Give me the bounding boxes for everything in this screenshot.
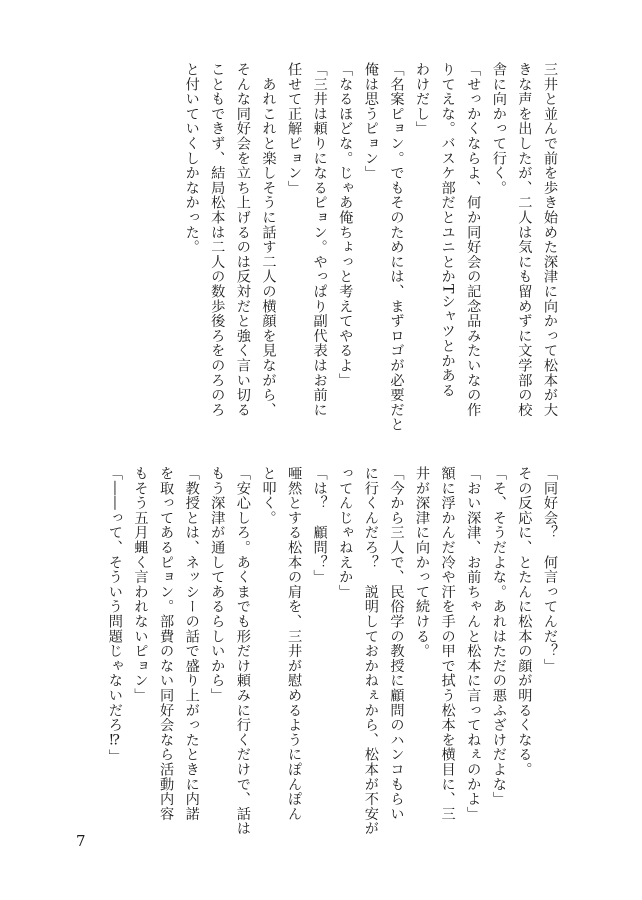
text-line: 「おい深津、お前ちゃんと松本に言ってねぇのかよ」: [465, 466, 482, 822]
text-line: その反応に、とたんに松本の顔が明るくなる。: [516, 466, 533, 777]
text-line: 「同好会？ 何言ってんだ？」: [542, 466, 558, 674]
text-line: 「は？ 顧問？」: [311, 466, 328, 585]
text-line: 「そ、そうだよな。あれはただの悪ふざけだよな」: [490, 466, 507, 807]
text-line: 任せて正解ピョン」: [286, 62, 303, 196]
text-line: そんな同好会を立ち上げるのは反対だと強く言い切る: [234, 62, 251, 418]
text-line: 俺は思うピョン」: [362, 62, 379, 181]
text-line: 「安心しろ。あくまでも形だけ頼みに行くだけで、話は: [234, 466, 251, 836]
text-line: 井が深津に向かって続ける。: [414, 466, 431, 659]
text-line: 「今から三人で、民俗学の教授に顧問のハンコもらい: [388, 466, 405, 822]
text-line: 「三井は頼りになるピョン。やっぱり副代表はお前に: [311, 62, 328, 418]
text-line: もそう五月蝿く言われないピョン」: [132, 466, 149, 703]
page-number: 7: [76, 832, 86, 850]
text-line: あれこれと楽しそうに話す二人の横顔を見ながら、: [260, 62, 277, 418]
lower-text-block: [101, 466, 562, 841]
text-line: 「――って、そういう問題じゃないだろ⁉」: [106, 466, 123, 764]
text-line: と付いていくしかなかった。: [183, 62, 200, 255]
text-line: と叩く。: [260, 466, 277, 526]
text-line: 「教授とは、ネッシーの話で盛り上がったときに内諾: [183, 466, 200, 822]
text-line: 額に浮かんだ冷や汗を手の甲で拭う松本を横目に、三: [439, 466, 456, 822]
text-line: 三井と並んで前を歩き始めた深津に向かって松本が大: [542, 62, 558, 418]
text-line: もう深津が通してあるらしいから」: [209, 466, 226, 703]
text-line: 「名案ピョン。でもそのためには、まずロゴが必要だと: [388, 62, 405, 432]
text-line: りてえな。バスケ部だとユニとかTシャツとかある: [439, 62, 456, 398]
upper-text-block: [178, 62, 562, 437]
text-line: に行くんだろ？ 説明しておかねぇから、松本が不安が: [362, 466, 379, 836]
text-line: を取ってあるピョン。部費のない同好会なら活動内容: [158, 466, 175, 822]
text-line: こともできず、結局松本は二人の数歩後ろをのろのろ: [209, 62, 226, 418]
text-line: 唖然とする松本の肩を、三井が慰めるようにぽんぽん: [286, 466, 303, 822]
text-line: ってんじゃねえか」: [337, 466, 354, 600]
text-line: わけだし」: [414, 62, 431, 136]
text-line: 舎に向かって行く。: [490, 62, 507, 196]
text-line: 「せっかくならよ、何か同好会の記念品みたいなの作: [465, 62, 482, 418]
text-line: きな声を出したが、二人は気にも留めずに文学部の校: [516, 62, 533, 418]
text-line: 「なるほどな。じゃあ俺ちょっと考えてやるよ」: [337, 62, 354, 388]
